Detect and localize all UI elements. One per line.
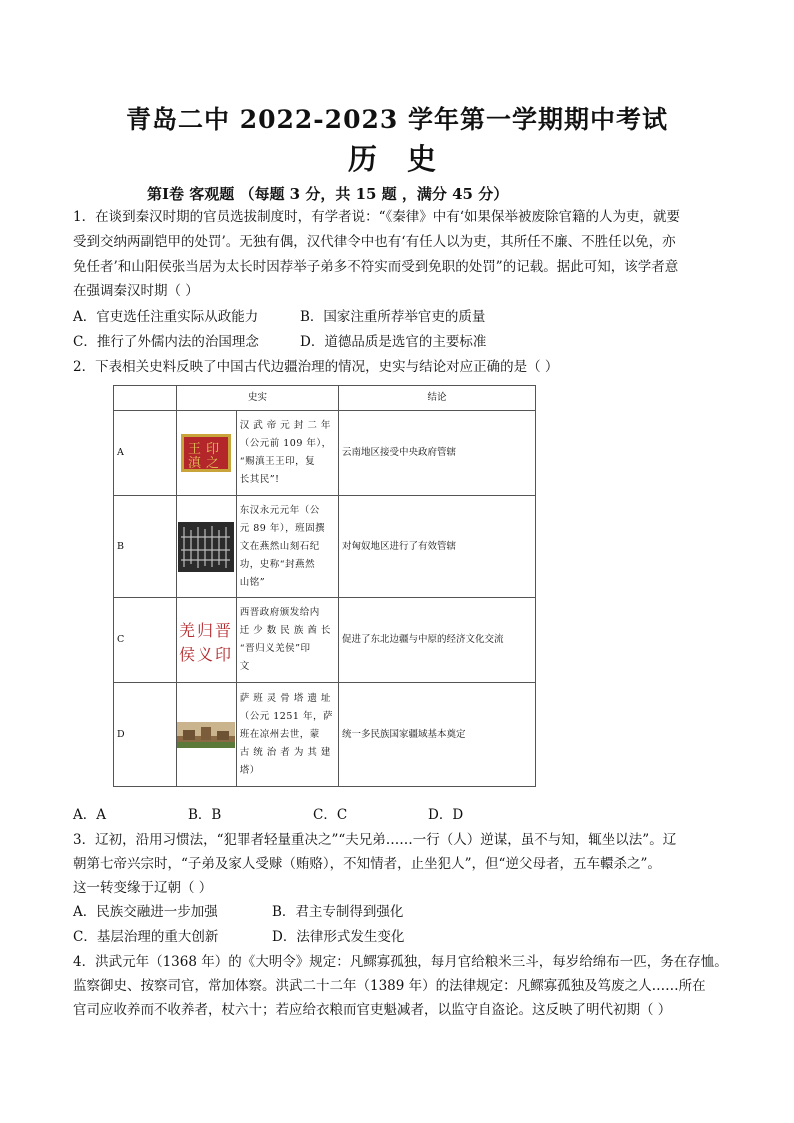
q3-stem-line: 3．辽初，沿用习惯法，“犯罪者轻量重决之”“夫兄弟……一行（人）逆谋，虽不与知，辄坐以法”。辽 — [73, 832, 677, 848]
svg-text:印: 印 — [206, 442, 220, 457]
q2-option-a[interactable]: A．A — [73, 807, 106, 823]
desc-line: 古 统 治 者 为 其 建 — [239, 746, 331, 758]
q4-stem-line: 4．洪武元年（1368 年）的《大明令》规定：凡鳏寡孤独，每月官给粮米三斗，每岁给绵布一匹，务在存恤。 — [73, 954, 728, 970]
exam-title: 青岛二中 2022-2023 学年第一学期期中考试 — [126, 105, 668, 134]
q1-option-d[interactable]: D．道德品质是选官的主要标准 — [300, 334, 487, 350]
table-header-facts: 史实 — [177, 386, 339, 411]
row-letter: D — [114, 683, 177, 787]
q3-option-b[interactable]: B．君主专制得到强化 — [272, 904, 404, 920]
svg-text:羌: 羌 — [179, 621, 196, 640]
q2-option-d[interactable]: D．D — [428, 807, 464, 823]
row-desc — [236, 683, 338, 787]
q3-stem-line: 朝第七帝兴宗时，“子弟及家人受赇（贿赂），不知情者，止坐犯人”，但“逆父母者，五车轘杀之”。 — [73, 856, 661, 872]
q4-stem-line: 官司应收养而不收养者，杖六十；若应给衣粮而官吏魁减者，以监守自盗论。这反映了明代初期（ ） — [73, 1002, 672, 1018]
q3-option-c[interactable]: C．基层治理的重大创新 — [73, 929, 219, 945]
svg-text:滇: 滇 — [188, 456, 202, 471]
q1-stem-line: 在强调秦汉时期（ ） — [73, 283, 199, 299]
desc-line: “晋归义羌侯”印 — [239, 643, 311, 654]
q3-option-d[interactable]: D．法律形式发生变化 — [272, 929, 405, 945]
row-letter: C — [114, 598, 177, 683]
desc-line: “赐滇王王印，复 — [239, 456, 316, 467]
q1-option-a[interactable]: A．官吏选任注重实际从政能力 — [73, 309, 259, 325]
desc-line: 塔） — [239, 764, 260, 776]
table-row — [114, 496, 536, 598]
row-desc — [236, 411, 338, 496]
desc-line: 萨 班 灵 骨 塔 遗 址 — [239, 692, 331, 704]
q2-option-c[interactable]: C．C — [313, 807, 348, 823]
svg-text:义: 义 — [197, 645, 214, 664]
row-conclusion: 对匈奴地区进行了有效管辖 — [339, 496, 536, 598]
desc-line: 迁 少 数 民 族 酋 长 — [239, 625, 331, 636]
table-row — [114, 683, 536, 787]
desc-line: 文在燕然山刻石纪 — [239, 540, 320, 552]
history-table — [113, 385, 536, 787]
svg-text:归: 归 — [197, 621, 214, 640]
svg-text:之: 之 — [206, 456, 220, 471]
row-desc — [236, 496, 338, 598]
desc-line: （公元 1251 年，萨 — [239, 710, 333, 722]
stone-inscription-icon — [177, 496, 237, 598]
desc-line: 功，史称“封燕然 — [239, 558, 316, 570]
desc-line: 长其民”! — [239, 474, 280, 485]
table-row — [114, 598, 536, 683]
table-header-empty — [114, 386, 177, 411]
desc-line: 元 89 年），班固撰 — [239, 522, 326, 534]
desc-line: 东汉永元元年（公 — [239, 504, 320, 516]
svg-text:晋: 晋 — [215, 621, 232, 640]
q1-option-b[interactable]: B．国家注重所荐举官吏的质量 — [300, 309, 486, 325]
q1-stem-line: 免任者’和山阳侯张当居为太长时因荐举子弟多不符实而受到免职的处罚”的记载。据此可知，该学者意 — [73, 259, 679, 275]
desc-line: 西晋政府颁发给内 — [239, 607, 320, 618]
row-desc — [236, 598, 338, 683]
table-row — [114, 411, 536, 496]
table-header-conclusion: 结论 — [339, 386, 536, 411]
subject-title: 历 史 — [347, 142, 447, 176]
q1-stem-line: 1．在谈到秦汉时期的官员选拔制度时，有学者说：“《秦律》中有‘如果保举被废除官籍的人为吏，就要 — [73, 209, 681, 225]
q3-stem-line: 这一转变缘于辽朝（ ） — [73, 880, 213, 896]
desc-line: 班在凉州去世，蒙 — [239, 728, 320, 740]
q2-stem: 2．下表相关史料反映了中国古代边疆治理的情况，史实与结论对应正确的是（ ） — [73, 359, 559, 375]
row-conclusion: 统一多民族国家疆域基本奠定 — [339, 683, 536, 787]
desc-line: 汉 武 帝 元 封 二 年 — [239, 420, 331, 431]
desc-line: 文 — [239, 661, 250, 672]
section-heading: 第Ⅰ卷 客观题 （每题 3 分，共 15 题 ，满分 45 分） — [147, 185, 509, 203]
q1-stem-line: 受到交纳两副铠甲的处罚’。无独有偶，汉代律令中也有‘有任人以为吏，其所任不廉、不胜任以免，亦 — [73, 234, 676, 250]
svg-text:侯: 侯 — [179, 645, 196, 664]
svg-text:印: 印 — [215, 645, 232, 664]
stupa-ruins-icon — [177, 683, 237, 787]
row-conclusion: 促进了东北边疆与中原的经济文化交流 — [339, 598, 536, 683]
desc-line: 山铭” — [239, 576, 266, 588]
q2-option-b[interactable]: B．B — [188, 807, 222, 823]
q1-option-c[interactable]: C．推行了外儒内法的治国理念 — [73, 334, 259, 350]
seal-icon — [177, 411, 237, 496]
row-letter: A — [114, 411, 177, 496]
red-seal-icon — [177, 598, 237, 683]
q3-option-a[interactable]: A．民族交融进一步加强 — [73, 904, 218, 920]
q4-stem-line: 监察御史、按察司官，常加体察。洪武二十二年（1389 年）的法律规定：凡鳏寡孤独及笃废之人……所在 — [73, 978, 706, 994]
row-conclusion: 云南地区接受中央政府管辖 — [339, 411, 536, 496]
row-letter: B — [114, 496, 177, 598]
svg-text:王: 王 — [188, 442, 202, 457]
desc-line: （公元前 109 年）， — [239, 438, 332, 449]
